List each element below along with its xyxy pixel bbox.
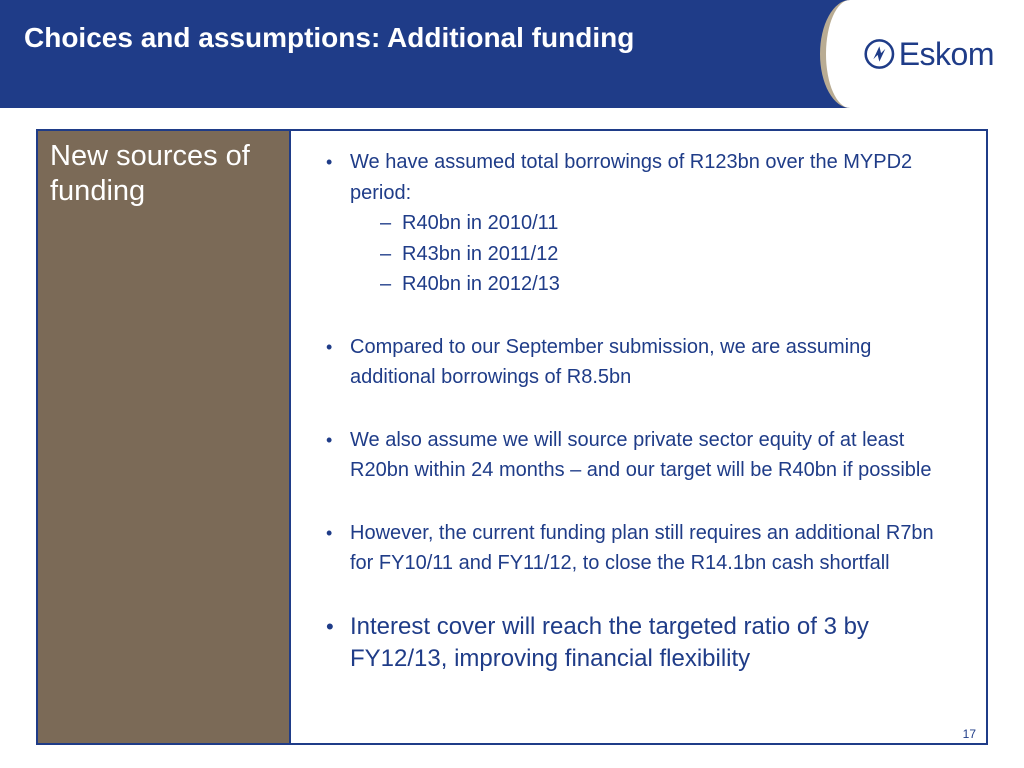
bullet-item [316, 518, 956, 579]
slide-title: Choices and assumptions: Additional funding [24, 22, 635, 53]
section-panel [38, 131, 291, 743]
sub-marker: – [380, 242, 392, 265]
bullet-item [316, 332, 956, 393]
sub-item-text: R40bn in 2012/13 [402, 273, 560, 295]
sub-list [350, 208, 956, 300]
bullet-marker: • [326, 336, 333, 357]
bullet-item [316, 611, 956, 675]
bullet-text: However, the current funding plan still requires an additional R7bn for FY10/11 and FY11/12, to close the R14.1bn cash shortfall [350, 521, 934, 574]
bullet-marker: • [326, 429, 333, 450]
sub-item-text: R43bn in 2011/12 [402, 242, 559, 265]
bullet-marker: • [326, 522, 333, 543]
sub-item-text: R40bn in 2010/11 [402, 212, 559, 234]
sub-item [350, 269, 956, 300]
sub-item [350, 239, 956, 270]
eskom-logo [864, 34, 994, 74]
sub-marker: – [380, 212, 392, 234]
content-frame [36, 129, 988, 745]
bullet-marker: • [326, 152, 333, 172]
bullet-text: Compared to our September submission, we are assuming additional borrowings of R8.5bn [350, 335, 872, 388]
bullet-content [316, 147, 956, 675]
logo-text: Eskom [898, 36, 994, 72]
bullet-text: We have assumed total borrowings of R123bn over the MYPD2 period: [350, 151, 913, 204]
bullet-list [316, 147, 956, 675]
bullet-text: We also assume we will source private sector equity of at least R20bn within 24 months – and our target will be R40bn if possible [350, 428, 932, 481]
page-number: 17 [962, 727, 976, 741]
eskom-logo-icon [864, 36, 895, 72]
bullet-text: Interest cover will reach the targeted ratio of 3 by FY12/13, improving financial flexibility [350, 612, 869, 672]
sub-marker: – [380, 273, 392, 295]
sub-item [350, 208, 956, 239]
bullet-item [316, 425, 956, 486]
bullet-item [316, 147, 956, 300]
section-label: New sources of funding [50, 140, 250, 207]
bullet-marker: • [326, 613, 334, 639]
